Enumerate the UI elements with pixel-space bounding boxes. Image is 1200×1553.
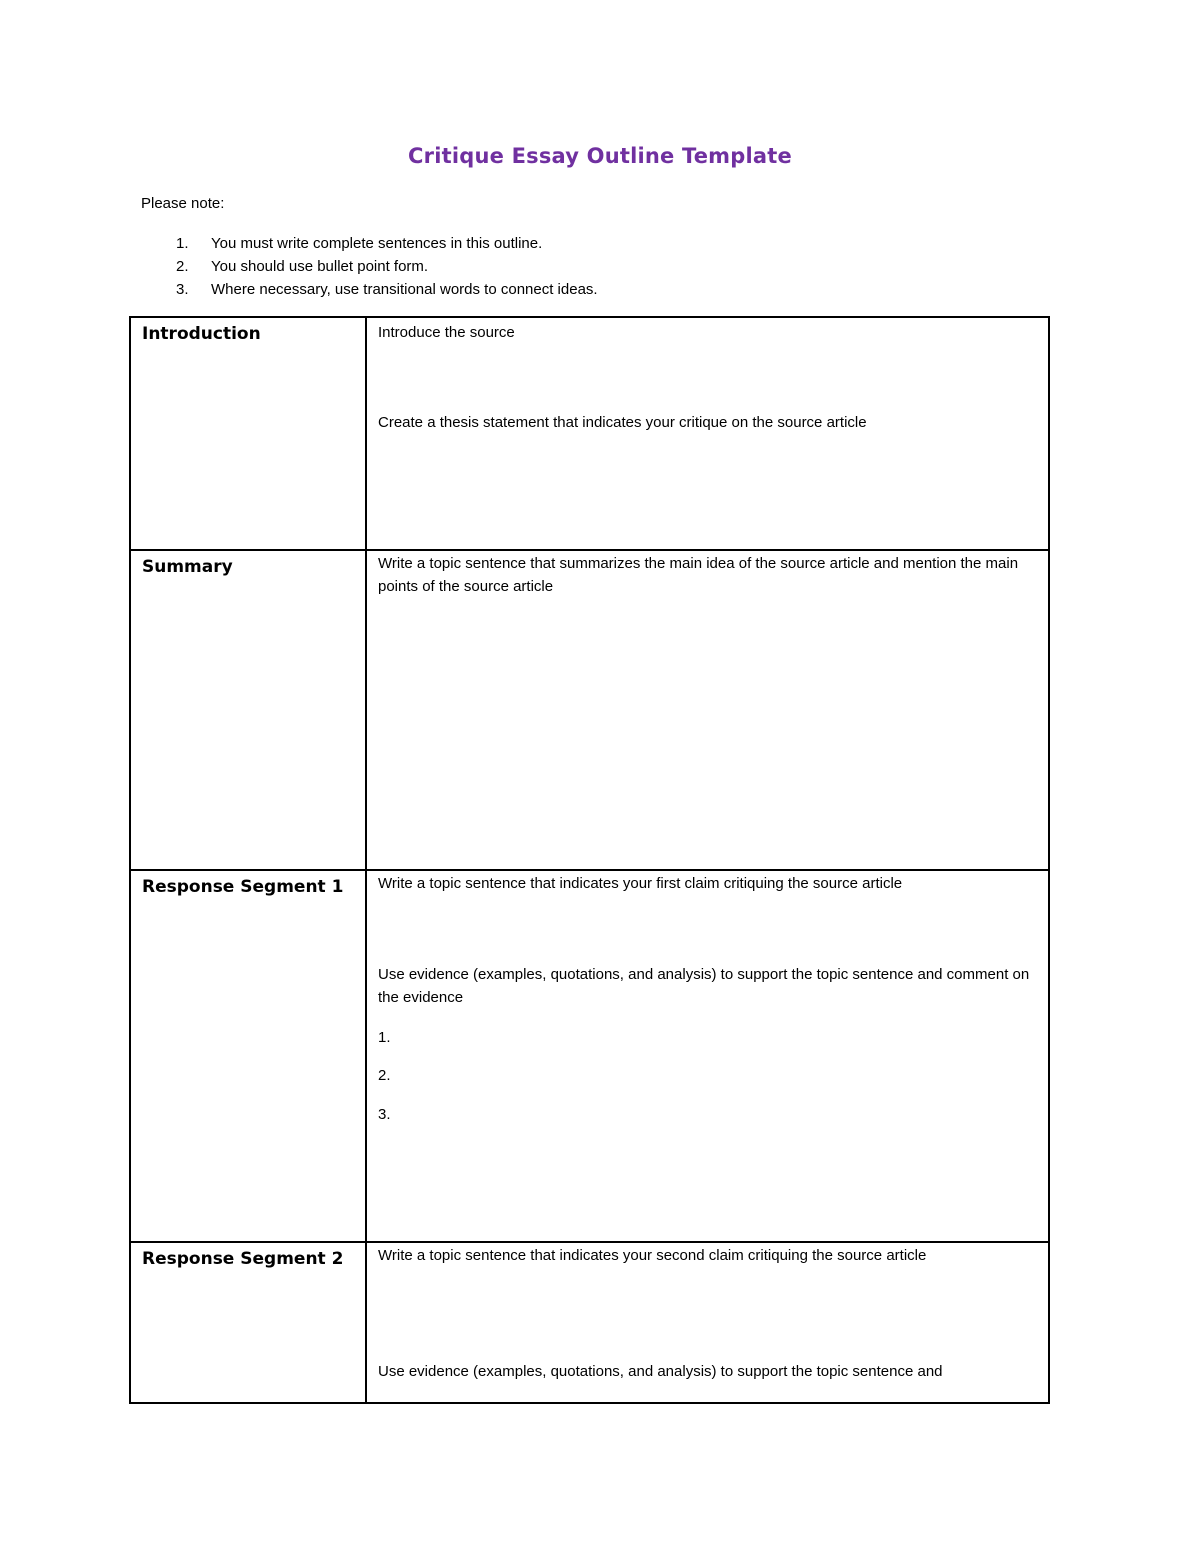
introduction-content-cell[interactable]: [366, 317, 1049, 550]
response-2-evidence-prompt: Use evidence (examples, quotations, and analysis) to support the topic sentence and: [378, 1363, 943, 1380]
note-number: 2.: [176, 258, 189, 275]
note-item: [141, 280, 598, 303]
introduction-prompt-thesis: Create a thesis statement that indicates your critique on the source article: [378, 414, 867, 431]
note-text: Where necessary, use transitional words to connect ideas.: [211, 281, 598, 298]
note-text: You should use bullet point form.: [211, 258, 429, 275]
response-2-topic-prompt: Write a topic sentence that indicates your second claim critiquing the source article: [378, 1247, 927, 1264]
response-segment-1-content-cell[interactable]: [366, 870, 1049, 1242]
response-segment-1-heading-cell: [130, 870, 366, 1242]
introduction-prompt-source: Introduce the source: [378, 324, 515, 341]
summary-row: [130, 550, 1049, 870]
note-text: You must write complete sentences in this outline.: [211, 235, 543, 252]
summary-heading: Summary: [142, 557, 233, 577]
introduction-row: [130, 317, 1049, 550]
note-item: [141, 257, 598, 280]
note-item: [141, 234, 598, 257]
note-label: Please note:: [141, 195, 225, 212]
note-number: 1.: [176, 235, 189, 252]
response-1-evidence-item: 2.: [378, 1067, 391, 1084]
response-segment-2-heading-cell: [130, 1242, 366, 1403]
document-title: Critique Essay Outline Template: [408, 144, 792, 168]
response-segment-1-heading: Response Segment 1: [142, 877, 344, 897]
response-segment-2-row: [130, 1242, 1049, 1403]
introduction-heading: Introduction: [142, 324, 261, 344]
response-segment-1-row: [130, 870, 1049, 1242]
summary-heading-cell: [130, 550, 366, 870]
response-segment-2-heading: Response Segment 2: [142, 1249, 344, 1269]
outline-table: [129, 316, 1050, 1404]
response-1-evidence-prompt: Use evidence (examples, quotations, and analysis) to support the topic sentence and comment on the evidence: [378, 966, 1030, 1006]
response-1-topic-prompt: Write a topic sentence that indicates your first claim critiquing the source article: [378, 875, 903, 892]
summary-prompt: Write a topic sentence that summarizes the main idea of the source article and mention the main points of the source article: [378, 555, 1019, 595]
response-segment-2-content-cell[interactable]: [366, 1242, 1049, 1403]
summary-content-cell[interactable]: [366, 550, 1049, 870]
response-1-evidence-item: 1.: [378, 1029, 391, 1046]
note-number: 3.: [176, 281, 189, 298]
note-list: [141, 234, 598, 303]
response-1-evidence-item: 3.: [378, 1106, 391, 1123]
introduction-heading-cell: [130, 317, 366, 550]
